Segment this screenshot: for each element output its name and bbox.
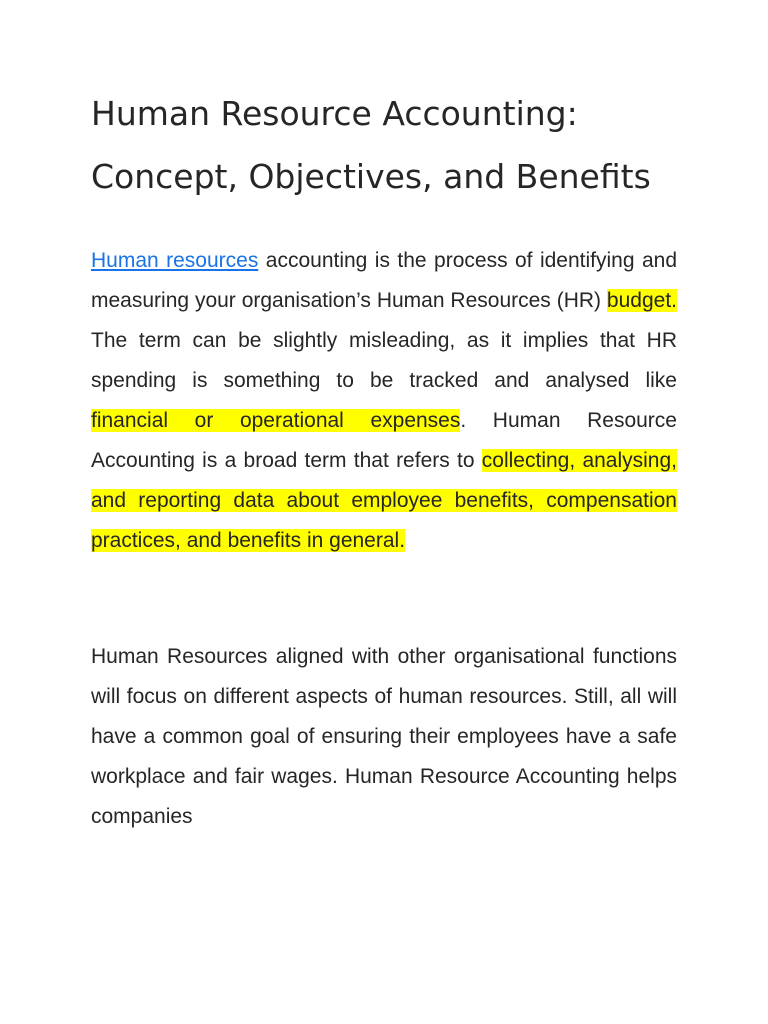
paragraph-intro: [91, 241, 677, 561]
intro-text-c: . Human Resource Accounting is a broad term that refers to: [91, 409, 677, 472]
highlight-expenses: financial or operational expenses: [91, 409, 461, 432]
highlight-budget: budget.: [606, 289, 677, 312]
highlight-collecting: collecting, analysing, and reporting data about employee benefits, compensation practices, and benefits in general.: [91, 449, 678, 552]
intro-text-b: The term can be slightly misleading, as it implies that HR spending is something to be tracked and analysed like: [91, 329, 677, 392]
document-page: [91, 82, 677, 837]
paragraph-alignment: Human Resources aligned with other organisational functions will focus on different aspects of human resources. Still, all will have a common goal of ensuring their employees have a safe workplace and fair wages. Human Resource Accounting helps companies: [91, 645, 677, 828]
intro-text-a: accounting is the process of identifying and measuring your organisation’s Human Resources (HR): [91, 249, 678, 312]
article-title: Human Resource Accounting: Concept, Objectives, and Benefits: [91, 94, 651, 196]
human-resources-link[interactable]: Human resources: [91, 249, 259, 272]
